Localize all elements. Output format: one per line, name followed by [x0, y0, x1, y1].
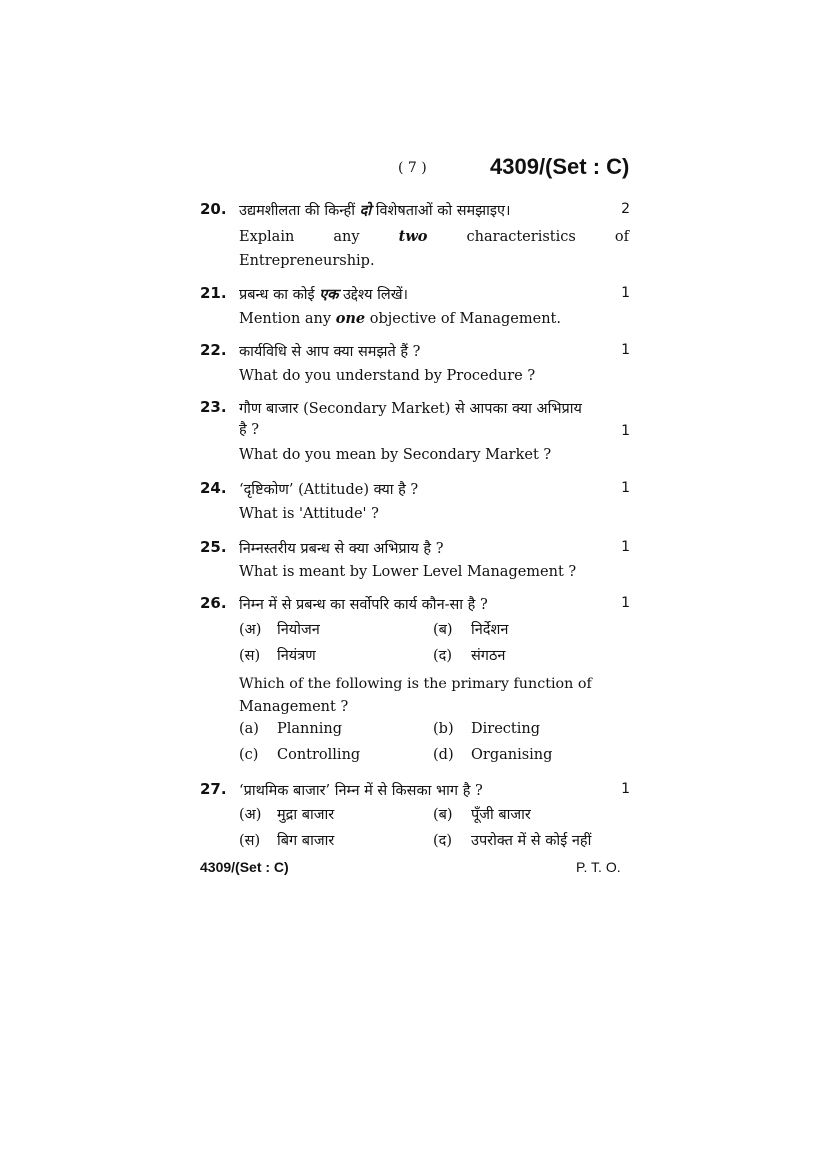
footer-pto: P. T. O. — [576, 859, 621, 875]
question-english: What is meant by Lower Level Management ? — [239, 564, 577, 580]
question-english: What do you understand by Procedure ? — [239, 368, 536, 384]
option-b-english: (b) Directing — [433, 721, 540, 737]
question-english-line1: Explain any two characteristics of — [239, 228, 629, 245]
question-english: What is 'Attitude' ? — [239, 506, 379, 522]
marks: 1 — [621, 539, 630, 555]
question-english-line2: Management ? — [239, 699, 349, 715]
option-d-english: (d) Organising — [433, 747, 553, 763]
question-number: 22. — [200, 341, 227, 359]
option-c-english: (c) Controlling — [239, 747, 361, 763]
question-english: Mention any one objective of Management. — [239, 310, 561, 327]
question-english: What do you mean by Secondary Market ? — [239, 447, 552, 463]
question-hindi: निम्नस्तरीय प्रबन्ध से क्या अभिप्राय है ? — [239, 541, 444, 557]
question-hindi: प्रबन्ध का कोई एक उद्देश्य लिखें। — [239, 286, 409, 303]
question-hindi-line2: है ? — [239, 422, 260, 438]
question-hindi-line1: गौण बाजार (Secondary Market) से आपका क्या अभिप्राय — [239, 401, 582, 417]
option-a-hindi: (अ) नियोजन — [239, 622, 320, 638]
question-number: 25. — [200, 538, 227, 556]
marks: 1 — [621, 781, 630, 797]
question-number: 23. — [200, 398, 227, 416]
question-hindi: उद्यमशीलता की किन्हीं दो विशेषताओं को समझाइए। — [239, 202, 511, 219]
page-number: ( 7 ) — [398, 160, 427, 176]
marks: 1 — [621, 285, 630, 301]
option-b-hindi: (ब) निर्देशन — [433, 622, 509, 638]
question-hindi: कार्यविधि से आप क्या समझते हैं ? — [239, 344, 421, 360]
question-english-line2: Entrepreneurship. — [239, 253, 375, 269]
question-english-line1: Which of the following is the primary function of — [239, 676, 592, 692]
marks: 1 — [621, 595, 630, 611]
option-d-hindi: (द) उपरोक्त में से कोई नहीं — [433, 833, 592, 849]
option-d-hindi: (द) संगठन — [433, 648, 506, 664]
marks: 1 — [621, 480, 630, 496]
marks: 1 — [621, 423, 630, 439]
paper-code: 4309/(Set : C) — [490, 154, 630, 179]
question-hindi: निम्न में से प्रबन्ध का सर्वोपरि कार्य कौन-सा है ? — [239, 597, 488, 613]
question-number: 27. — [200, 780, 227, 798]
question-number: 21. — [200, 284, 227, 302]
option-a-english: (a) Planning — [239, 721, 342, 737]
question-number: 26. — [200, 594, 227, 612]
question-number: 20. — [200, 200, 227, 218]
option-c-hindi: (स) नियंत्रण — [239, 648, 316, 664]
marks: 1 — [621, 342, 630, 358]
question-hindi: ‘प्राथमिक बाजार’ निम्न में से किसका भाग है ? — [239, 783, 483, 799]
marks: 2 — [621, 201, 630, 217]
question-number: 24. — [200, 479, 227, 497]
option-b-hindi: (ब) पूँजी बाजार — [433, 807, 531, 823]
footer-paper-code: 4309/(Set : C) — [200, 859, 289, 875]
question-hindi: ‘दृष्टिकोण’ (Attitude) क्या है ? — [239, 482, 419, 498]
option-c-hindi: (स) बिग बाजार — [239, 833, 335, 849]
option-a-hindi: (अ) मुद्रा बाजार — [239, 807, 335, 823]
